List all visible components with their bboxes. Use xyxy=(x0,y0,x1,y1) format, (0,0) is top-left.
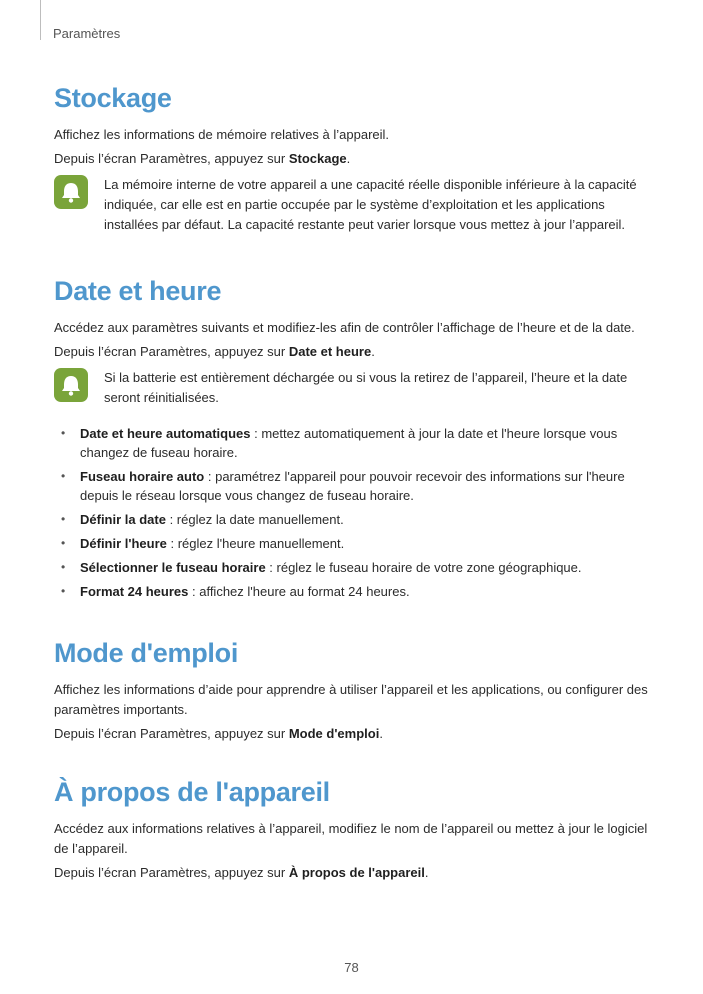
note-text: Si la batterie est entièrement déchargée ou si vous la retirez de l’appareil, l’heure et la date seront réinitialisées. xyxy=(104,370,628,405)
note xyxy=(54,368,654,408)
section-title: Date et heure xyxy=(54,276,222,306)
bell-icon xyxy=(54,368,88,402)
list-item: • Définir l'heure : réglez l'heure manuellement. xyxy=(54,534,654,553)
paragraph: Affichez les informations de mémoire relatives à l’appareil. xyxy=(54,127,390,142)
path-instruction: Depuis l’écran Paramètres, appuyez sur Mode d'emploi. xyxy=(54,726,383,741)
section-date-time xyxy=(54,273,654,601)
list-item: • Fuseau horaire auto : paramétrez l'appareil pour pouvoir recevoir des informations sur l'heure depuis le réseau lorsque vous changez de fuseau horaire. xyxy=(54,467,654,505)
bell-icon xyxy=(54,175,88,209)
section-title: Stockage xyxy=(54,83,172,113)
list-item: • Format 24 heures : affichez l'heure au format 24 heures. xyxy=(54,582,654,601)
menu-target: Mode d'emploi xyxy=(288,726,380,741)
settings-list xyxy=(54,424,654,601)
menu-target: À propos de l'appareil xyxy=(288,865,425,880)
list-item: • Date et heure automatiques : mettez automatiquement à jour la date et l'heure lorsque vous changez de fuseau horaire. xyxy=(54,424,654,462)
path-instruction: Depuis l’écran Paramètres, appuyez sur Stockage. xyxy=(54,151,351,166)
list-item: • Définir la date : réglez la date manuellement. xyxy=(54,510,654,529)
page-number: 78 xyxy=(344,960,359,975)
paragraph: Accédez aux paramètres suivants et modifiez-les afin de contrôler l’affichage de l’heure et de la date. xyxy=(54,320,635,335)
section-storage xyxy=(54,80,654,235)
path-instruction: Depuis l’écran Paramètres, appuyez sur Date et heure. xyxy=(54,344,375,359)
section-about-device xyxy=(54,774,654,883)
section-title: Mode d'emploi xyxy=(54,638,239,668)
margin-line xyxy=(40,0,41,40)
note xyxy=(54,175,654,235)
path-instruction: Depuis l’écran Paramètres, appuyez sur À propos de l'appareil. xyxy=(54,865,429,880)
menu-target: Date et heure xyxy=(288,344,372,359)
paragraph: Affichez les informations d’aide pour apprendre à utiliser l’appareil et les applications, ou configurer des paramètres importants. xyxy=(54,682,648,717)
section-title: À propos de l'appareil xyxy=(54,777,330,807)
list-item: • Sélectionner le fuseau horaire : réglez le fuseau horaire de votre zone géographique. xyxy=(54,558,654,577)
running-head: Paramètres xyxy=(53,26,121,41)
note-text: La mémoire interne de votre appareil a une capacité réelle disponible inférieure à la capacité indiquée, car elle est en partie occupée par le système d’exploitation et les applications installées par défaut. La capacité restante peut varier lorsque vous mettez à jour l’appareil. xyxy=(104,177,637,232)
section-user-manual xyxy=(54,635,654,744)
page-content xyxy=(54,80,654,883)
paragraph: Accédez aux informations relatives à l’appareil, modifiez le nom de l’appareil ou mettez à jour le logiciel de l’appareil. xyxy=(54,821,648,856)
menu-target: Stockage xyxy=(288,151,347,166)
